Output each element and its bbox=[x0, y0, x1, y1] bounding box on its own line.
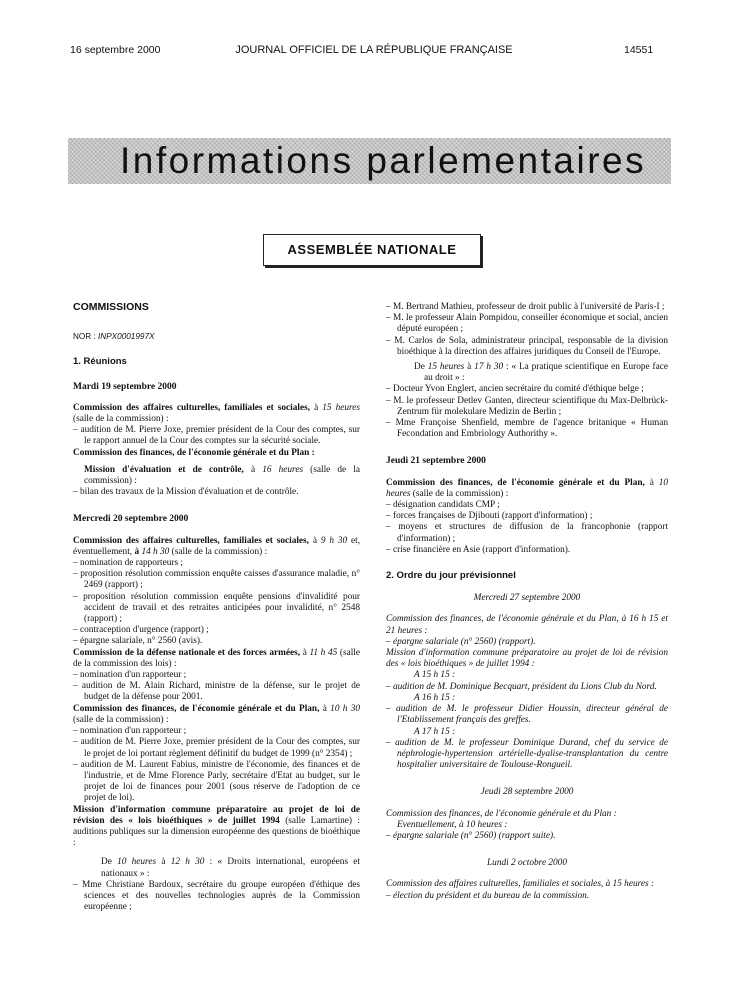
day-heading: Mercredi 27 septembre 2000 bbox=[473, 593, 581, 604]
day-heading: Jeudi 28 septembre 2000 bbox=[480, 787, 574, 798]
nor-reference bbox=[73, 331, 360, 342]
day-heading: Mardi 19 septembre 2000 bbox=[73, 381, 177, 392]
agenda-item: – proposition résolution commission enquête caisses d'assurance maladie, n° 2469 (rapport) ; bbox=[73, 569, 360, 591]
agenda-item: – crise financière en Asie (rapport d'information). bbox=[386, 544, 571, 555]
agenda-item: – nomination d'un rapporteur ; bbox=[73, 670, 187, 681]
agenda-item: – M. le professeur Alain Pompidou, conseiller économique et social, ancien député européen ; bbox=[386, 313, 668, 335]
agenda-item: – Mme Christiane Bardoux, secrétaire du groupe européen d'éthique des sciences et des nouvelles technologies auprès de la Commission européenne ; bbox=[73, 879, 360, 913]
commission-entry: Commission des finances, de l'économie générale et du Plan, à 16 h 15 et 21 heures : bbox=[386, 614, 668, 636]
agenda-item: – audition de M. le professeur Dominique Durand, chef du service de néphrologie-hypertension artérielle-dyalise-transplantation du centre hospitalier universitaire de Toulouse-Rongueil. bbox=[386, 737, 668, 771]
agenda-item: – Mme Françoise Shenfield, membre de l'agence britanique « Human Fecondation and Embriology Authorithy ». bbox=[386, 418, 668, 440]
page-header bbox=[0, 44, 748, 58]
session-slot: A 16 h 15 : bbox=[414, 692, 456, 703]
agenda-item: – nomination d'un rapporteur ; bbox=[73, 726, 187, 737]
agenda-item: – épargne salariale (n° 2560) (rapport). bbox=[386, 636, 536, 647]
agenda-item: – contraception d'urgence (rapport) ; bbox=[73, 625, 209, 636]
agenda-item: – proposition résolution commission enquête pensions d'invalidité pour accident de travail et des retraites anticipées pour invalidité, n° 2548 (rapport) ; bbox=[73, 591, 360, 625]
ordre-du-jour-heading: 2. Ordre du jour prévisionnel bbox=[386, 570, 516, 582]
session-slot: De 10 heures à 12 h 30 : « Droits international, européens et nationaux » : bbox=[101, 857, 361, 879]
mission-entry: Mission d'évaluation et de contrôle, à 16 heures (salle de la commission) : bbox=[84, 464, 360, 487]
commission-entry: Commission des finances, de l'économie générale et du Plan, à 10 heures (salle de la commission) : bbox=[386, 477, 668, 499]
agenda-item: – nomination de rapporteurs ; bbox=[73, 558, 183, 569]
agenda-item: – forces françaises de Djibouti (rapport d'information) ; bbox=[386, 511, 593, 522]
commission-entry: Commission des finances, de l'économie générale et du Plan : bbox=[73, 447, 315, 458]
commission-entry: Commission des affaires culturelles, familiales et sociales, à 15 heures : bbox=[386, 879, 655, 890]
agenda-item: – désignation candidats CMP ; bbox=[386, 500, 500, 511]
day-heading: Jeudi 21 septembre 2000 bbox=[386, 456, 486, 467]
commission-entry: Commission des affaires culturelles, familiales et sociales, à 9 h 30 et, éventuellement, à 14 h 30 (salle de la commission) : bbox=[73, 535, 361, 557]
day-heading: Mercredi 20 septembre 2000 bbox=[73, 514, 189, 525]
agenda-item: – M. Bertrand Mathieu, professeur de droit public à l'université de Paris-I ; bbox=[386, 302, 665, 312]
banner-title: Informations parlementaires bbox=[120, 140, 647, 181]
assembly-title-box: ASSEMBLÉE NATIONALE bbox=[263, 234, 481, 266]
mission-entry: Mission d'information commune préparatoire au projet de loi de révision des « lois bioéthiques » de juillet 1994 (salle Lamartine) : auditions publiques sur la dimension européenne des questions de bioéthique : bbox=[73, 804, 360, 849]
mission-entry: Mission d'information commune préparatoire au projet de loi de révision des « lois bioéthiques » de juillet 1994 : bbox=[386, 648, 668, 670]
session-slot: Eventuellement, à 10 heures : bbox=[397, 819, 508, 830]
agenda-item: – M. le professeur Detlev Ganten, directeur scientifique du Max-Delbrück-Zentrum für molekulare Medizin de Berlin ; bbox=[386, 395, 668, 417]
right-column bbox=[386, 302, 668, 902]
session-slot: De 15 heures à 17 h 30 : « La pratique scientifique en Europe face au droit » : bbox=[414, 362, 669, 384]
day-heading: Lundi 2 octobre 2000 bbox=[487, 858, 567, 869]
agenda-item: – élection du président et du bureau de la commission. bbox=[386, 890, 590, 901]
commission-entry: Commission des affaires culturelles, familiales et sociales, à 15 heures (salle de la commission) : bbox=[73, 402, 361, 425]
commission-entry: Commission de la défense nationale et des forces armées, à 11 h 45 (salle de la commission des lois) : bbox=[73, 647, 361, 669]
agenda-item: – épargne salariale (n° 2560) (rapport suite). bbox=[386, 830, 556, 841]
agenda-item: – audition de M. Dominique Becquart, président du Lions Club du Nord. bbox=[386, 681, 657, 692]
commission-entry: Commission des finances, de l'économie générale et du Plan, à 10 h 30 (salle de la commission) : bbox=[73, 703, 361, 725]
nor-label: NOR : bbox=[73, 332, 99, 342]
commission-entry: Commission des finances, de l'économie générale et du Plan : bbox=[386, 808, 617, 819]
commissions-heading: COMMISSIONS bbox=[73, 301, 149, 313]
agenda-item: – audition de M. Alain Richard, ministre de la défense, sur le projet de budget de la défense pour 2001. bbox=[73, 681, 360, 703]
agenda-item: – bilan des travaux de la Mission d'évaluation et de contrôle. bbox=[73, 487, 299, 498]
agenda-item: – audition de M. Pierre Joxe, premier président de la Cour des comptes, sur le rapport annuel de la Cour des comptes sur la sécurité sociale. bbox=[73, 425, 360, 447]
agenda-item: – M. Carlos de Sola, administrateur principal, responsable de la division bioéthique à la direction des affaires juridiques du Conseil de l'Europe. bbox=[386, 335, 668, 357]
agenda-item: – audition de M. Pierre Joxe, premier président de la Cour des comptes, sur le projet de loi portant règlement définitif du budget de 1999 (n° 2354) ; bbox=[73, 737, 360, 759]
left-column bbox=[73, 302, 360, 913]
nor-value: INPX0001997X bbox=[98, 332, 155, 342]
header-journal-title: JOURNAL OFFICIEL DE LA RÉPUBLIQUE FRANÇAISE bbox=[235, 44, 513, 56]
agenda-item: – moyens et structures de diffusion de la francophonie (rapport d'information) ; bbox=[386, 522, 668, 544]
agenda-item: – audition de M. Laurent Fabius, ministre de l'économie, des finances et de l'industrie, et de Mme Florence Parly, secrétaire d'Etat au budget, sur le projet de loi de finances pour 2001 (sous réserve de l'adoption de ce projet de loi). bbox=[73, 759, 360, 804]
session-slot: A 17 h 15 : bbox=[414, 726, 456, 737]
section-banner bbox=[68, 138, 671, 184]
agenda-item: – audition de M. le professeur Didier Houssin, directeur général de l'Etablissement français des greffes. bbox=[386, 704, 668, 726]
session-slot: A 15 h 15 : bbox=[414, 670, 456, 681]
agenda-item: – Docteur Yvon Englert, ancien secrétaire du comité d'éthique belge ; bbox=[386, 384, 644, 395]
header-date: 16 septembre 2000 bbox=[70, 44, 161, 56]
reunions-heading: 1. Réunions bbox=[73, 356, 127, 368]
agenda-item: – épargne salariale, n° 2560 (avis). bbox=[73, 636, 203, 647]
header-page-number: 14551 bbox=[624, 44, 654, 56]
